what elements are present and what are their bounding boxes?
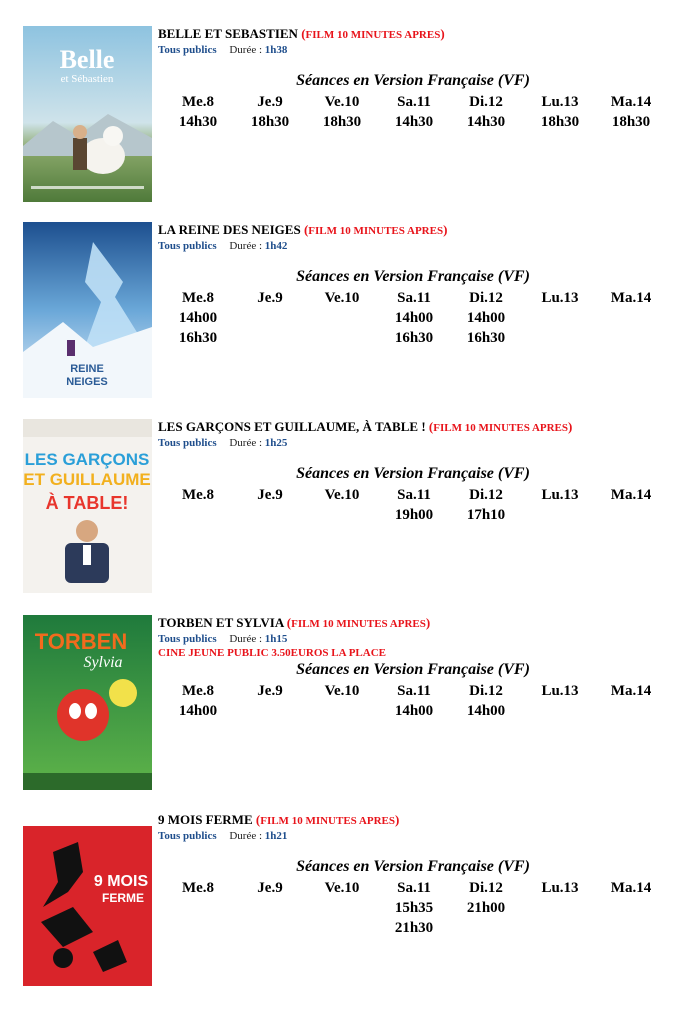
vf-heading: Séances en Version Française (VF)	[296, 72, 530, 89]
day-label: Ve.10	[324, 683, 360, 699]
day-col	[230, 681, 310, 701]
day-label: Sa.11	[397, 290, 431, 306]
day-col	[591, 878, 671, 898]
day-label: Ve.10	[324, 290, 360, 306]
day-label: Me.8	[181, 487, 215, 503]
movie-title: LES GARÇONS ET GUILLAUME, À TABLE !	[158, 419, 426, 434]
day-col	[374, 681, 454, 721]
showtime: 21h30	[394, 920, 434, 936]
day-label: Ma.14	[610, 880, 652, 896]
day-col	[446, 681, 526, 721]
movie-note: FILM 10 MINUTES APRES	[260, 815, 395, 827]
movie-note: FILM 10 MINUTES APRES	[305, 29, 441, 41]
showtime: 16h30	[394, 330, 434, 346]
day-col	[158, 681, 238, 721]
movie-meta	[158, 436, 690, 450]
day-label: Di.12	[469, 94, 503, 110]
day-col	[158, 878, 238, 898]
audience-label: Tous publics	[158, 44, 217, 56]
duration-label: Durée :	[229, 437, 263, 449]
showtime: 14h00	[178, 310, 218, 326]
audience-label: Tous publics	[158, 437, 217, 449]
day-col	[374, 288, 454, 348]
poster-torben-et-sylvia	[23, 615, 152, 790]
showtime: 19h00	[394, 507, 434, 523]
day-col	[520, 878, 600, 898]
day-label: Di.12	[469, 290, 503, 306]
vf-heading: Séances en Version Française (VF)	[296, 465, 530, 482]
day-label: Ma.14	[610, 290, 652, 306]
movie-info	[158, 222, 690, 346]
day-col	[520, 288, 600, 308]
day-label: Sa.11	[397, 487, 431, 503]
movie-info	[158, 419, 690, 523]
day-col	[520, 485, 600, 505]
movie-title-line: LES GARÇONS ET GUILLAUME, À TABLE ! (FILM 10 MINUTES APRES)	[158, 419, 573, 434]
day-col	[374, 878, 454, 938]
duration-value: 1h38	[264, 44, 288, 56]
day-label: Ve.10	[324, 487, 360, 503]
day-label: Di.12	[469, 880, 503, 896]
day-label: Me.8	[181, 880, 215, 896]
day-col	[591, 485, 671, 505]
day-col	[230, 485, 310, 505]
audience-label: Tous publics	[158, 830, 217, 842]
day-col	[158, 485, 238, 505]
day-label: Sa.11	[397, 94, 431, 110]
movie-meta	[158, 632, 690, 646]
day-label: Ve.10	[324, 94, 360, 110]
day-label: Lu.13	[541, 880, 579, 896]
day-col	[591, 92, 671, 132]
movie-title: BELLE ET SEBASTIEN	[158, 26, 298, 41]
day-label: Je.9	[257, 683, 283, 699]
showtime: 18h30	[611, 114, 651, 130]
duration-label: Durée :	[229, 44, 263, 56]
showtime: 16h30	[466, 330, 506, 346]
day-label: Lu.13	[541, 290, 579, 306]
poster-les-garcons-et-guillaume	[23, 419, 152, 593]
movie-title: 9 MOIS FERME	[158, 812, 253, 827]
day-col	[302, 878, 382, 898]
day-label: Lu.13	[541, 683, 579, 699]
poster-title-text: 9 MOIS	[93, 873, 149, 890]
day-label: Je.9	[257, 94, 283, 110]
day-col	[302, 288, 382, 308]
showtime: 14h00	[466, 703, 506, 719]
day-col	[374, 485, 454, 525]
day-label: Ma.14	[610, 683, 652, 699]
audience-label: Tous publics	[158, 633, 217, 645]
day-col	[374, 92, 454, 132]
day-col	[230, 288, 310, 308]
movie-meta	[158, 239, 690, 253]
movie-note: FILM 10 MINUTES APRES	[308, 225, 444, 237]
duration-value: 1h21	[264, 830, 288, 842]
day-col	[520, 681, 600, 701]
duration-value: 1h42	[264, 240, 288, 252]
poster-9-mois-ferme	[23, 812, 152, 986]
movie-title-line: LA REINE DES NEIGES (FILM 10 MINUTES APRES)	[158, 222, 448, 237]
day-label: Sa.11	[397, 683, 431, 699]
poster-subtitle-text: ET GUILLAUME	[23, 470, 151, 489]
poster-subtitle-text: NEIGES	[66, 376, 108, 388]
showtime: 14h30	[466, 114, 506, 130]
showtime: 14h30	[178, 114, 218, 130]
poster-subtitle-text: et Sébastien	[60, 73, 114, 85]
day-label: Me.8	[181, 290, 215, 306]
day-col	[230, 878, 310, 898]
poster-title-text: Belle	[59, 45, 115, 74]
audience-label: Tous publics	[158, 240, 217, 252]
day-col	[591, 681, 671, 701]
day-col	[230, 92, 310, 132]
showtime: 14h00	[466, 310, 506, 326]
day-col	[158, 288, 238, 348]
vf-heading: Séances en Version Française (VF)	[296, 661, 530, 678]
duration-label: Durée :	[229, 240, 263, 252]
day-col	[302, 485, 382, 505]
showtime: 14h00	[394, 310, 434, 326]
day-col	[446, 485, 526, 525]
poster-extra-text: À TABLE!	[45, 493, 129, 513]
showtime: 18h30	[250, 114, 290, 130]
vf-heading: Séances en Version Française (VF)	[296, 268, 530, 285]
showtime: 18h30	[322, 114, 362, 130]
day-label: Je.9	[257, 290, 283, 306]
poster-title-text: REINE	[70, 363, 104, 375]
movie-title: TORBEN ET SYLVIA	[158, 615, 284, 630]
movie-title-line: TORBEN ET SYLVIA (FILM 10 MINUTES APRES)	[158, 615, 431, 630]
day-label: Ma.14	[610, 94, 652, 110]
poster-subtitle-text: Sylvia	[83, 654, 123, 671]
day-col	[302, 92, 382, 132]
poster-subtitle-text: FERME	[102, 891, 144, 905]
movie-info	[158, 615, 690, 719]
day-label: Ve.10	[324, 880, 360, 896]
day-col	[158, 92, 238, 132]
day-label: Di.12	[469, 683, 503, 699]
poster-title-text: TORBEN	[34, 629, 128, 654]
showtime: 21h00	[466, 900, 506, 916]
day-label: Me.8	[181, 94, 215, 110]
showtime: 14h00	[178, 703, 218, 719]
day-col	[446, 92, 526, 132]
movie-info	[158, 812, 690, 936]
duration-label: Durée :	[229, 633, 263, 645]
day-label: Je.9	[257, 880, 283, 896]
day-label: Me.8	[181, 683, 215, 699]
movie-note: FILM 10 MINUTES APRES	[291, 618, 426, 630]
movie-meta	[158, 829, 690, 843]
showtime: 14h00	[394, 703, 434, 719]
duration-value: 1h25	[264, 437, 288, 449]
day-label: Lu.13	[541, 94, 579, 110]
duration-value: 1h15	[264, 633, 288, 645]
movie-title-line: 9 MOIS FERME (FILM 10 MINUTES APRES)	[158, 812, 400, 827]
showtime: 18h30	[540, 114, 580, 130]
day-col	[446, 288, 526, 348]
vf-heading: Séances en Version Française (VF)	[296, 858, 530, 875]
showtime: 15h35	[394, 900, 434, 916]
day-label: Lu.13	[541, 487, 579, 503]
duration-label: Durée :	[229, 830, 263, 842]
day-col	[591, 288, 671, 308]
promo-banner: CINE JEUNE PUBLIC 3.50EUROS LA PLACE	[158, 647, 386, 659]
showtime: 16h30	[178, 330, 218, 346]
poster-la-reine-des-neiges	[23, 222, 152, 398]
day-col	[302, 681, 382, 701]
day-label: Je.9	[257, 487, 283, 503]
day-label: Sa.11	[397, 880, 431, 896]
showtime: 17h10	[466, 507, 506, 523]
movie-title: LA REINE DES NEIGES	[158, 222, 301, 237]
movie-meta	[158, 43, 690, 57]
day-col	[520, 92, 600, 132]
day-label: Di.12	[469, 487, 503, 503]
poster-title-text: LES GARÇONS	[24, 450, 150, 469]
movie-note: FILM 10 MINUTES APRES	[433, 422, 569, 434]
day-label: Ma.14	[610, 487, 652, 503]
poster-belle-et-sebastien	[23, 26, 152, 202]
movie-title-line: BELLE ET SEBASTIEN (FILM 10 MINUTES APRES)	[158, 26, 445, 41]
showtime: 14h30	[394, 114, 434, 130]
movie-info	[158, 26, 690, 130]
day-col	[446, 878, 526, 918]
